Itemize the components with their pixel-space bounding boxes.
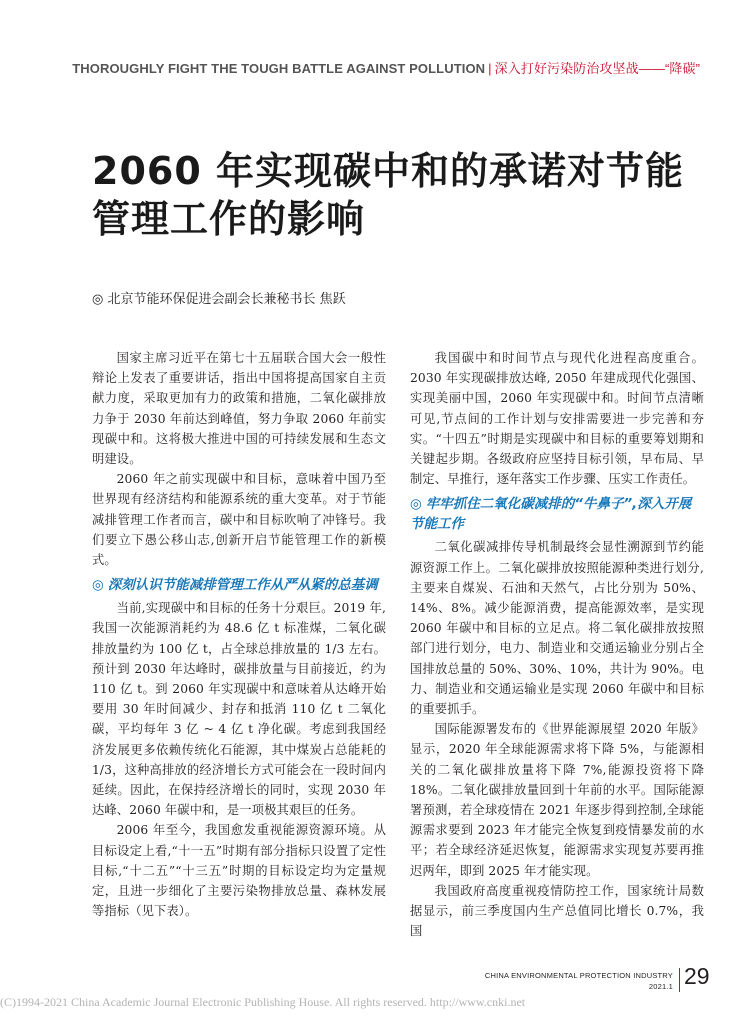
body-paragraph: 国际能源署发布的《世界能源展望 2020 年版》显示，2020 年全球能源需求将下降 5%，与能源相关的二氧化碳排放量将下降 7%,能源投资将下降 18%。二氧化碳排放量回到十年前的水平。国际能源署预测，若全球疫情在 2021 年逐步得到控制,全球能源需求要到 2023 年才能完全恢复到疫情暴发前的水平；若全球经济延迟恢复，能源需求实现复苏要再推迟两年，即到 2025 年才能实现。: [410, 722, 704, 878]
header-separator: |: [488, 61, 492, 76]
footer-divider: [679, 968, 680, 992]
journal-name: CHINA ENVIRONMENTAL PROTECTION INDUSTRY: [484, 971, 673, 980]
body-paragraph: 当前,实现碳中和目标的任务十分艰巨。2019 年,我国一次能源消耗约为 48.6 亿 t 标准煤，二氧化碳排放量约为 100 亿 t，占全球总排放量的 1/3 左右。预计到 2030 年达峰时，碳排放量与目前接近，约为 110 亿 t。到 2060 年实现碳中和意味着从达峰开始要用 30 年时间减少、封存和抵消 110 亿 t 二氧化碳，平均每年 3 亿 ~ 4 亿 t 净化碳。考虑到我国经济发展更多依赖传统化石能源，其中煤炭占总能耗的 1/3，这种高排放的经济增长方式可能会在一段时间内延续。因此，在保持经济增长的同时，实现 2030 年达峰、2060 年碳中和，是一项极其艰巨的任务。: [92, 601, 386, 818]
right-column: [410, 348, 704, 941]
section-heading-text: 深刻认识节能减排管理工作从严从紧的总基调: [107, 577, 378, 594]
body-paragraph: 我国碳中和时间节点与现代化进程高度重合。2030 年实现碳排放达峰, 2050 年建成现代化强国、实现美丽中国，2060 年实现碳中和。时间节点清晰可见,节点间的工作计划与安排需要进一步完善和夯实。“十四五”时期是实现碳中和目标的重要筹划期和关键起步期。各级政府应坚持目标引领，早布局、早制定、早推行，逐年落实工作步骤、压实工作责任。: [410, 351, 704, 487]
body-paragraph: 2060 年之前实现碳中和目标，意味着中国乃至世界现有经济结构和能源系统的重大变革。对于节能减排管理工作者而言，碳中和目标吹响了冲锋号。我们要立下愚公移山志,创新开启节能管理工作的新模式。: [92, 472, 386, 568]
left-column: [92, 348, 386, 921]
running-header: [72, 58, 700, 77]
page-number: 29: [684, 963, 710, 989]
body-paragraph: 二氧化碳减排传导机制最终会显性溯源到节约能源资源工作上。二氧化碳排放按照能源种类进行划分, 主要来自煤炭、石油和天然气，占比分别为 50%、14%、8%。减少能源消费，提高能源效率，是实现 2060 年碳中和目标的立足点。将二氧化碳排放按照部门进行划分，电力、制造业和交通运输业分别占全国排放总量的 50%、30%、10%，共计为 90%。电力、制造业和交通运输业是实现 2060 年碳中和目标的重要抓手。: [410, 540, 704, 717]
section-heading-text: 牢牢抓住二氧化碳减排的“牛鼻子”,深入开展节能工作: [410, 496, 692, 533]
section-heading: [410, 494, 704, 534]
header-chinese: 深入打好污染防治攻坚战——“降碳”: [494, 61, 700, 76]
section-marker-icon: ◎: [92, 577, 104, 594]
header-english: THOROUGHLY FIGHT THE TOUGH BATTLE AGAINST POLLUTION: [72, 61, 486, 76]
body-paragraph: 2006 年至今，我国愈发重视能源资源环境。从目标设定上看,“十一五”时期有部分指标只设置了定性目标,“十二五”“十三五”时期的目标设定均为定量规定，且进一步细化了主要污染物排放总量、森林发展等指标（见下表）。: [92, 823, 386, 919]
body-paragraph: 国家主席习近平在第七十五届联合国大会一般性辩论上发表了重要讲话，指出中国将提高国家自主贡献力度，采取更加有力的政策和措施，二氧化碳排放力争于 2030 年前达到峰值，努力争取 2060 年前实现碳中和。这将极大推进中国的可持续发展和生态文明建设。: [92, 351, 386, 467]
footer-journal: [485, 970, 673, 992]
copyright-watermark: (C)1994-2021 China Academic Journal Electronic Publishing House. All rights reserved. http://www.cnki.net: [0, 995, 526, 1009]
author-byline: ◎ 北京节能环保促进会副会长兼秘书长 焦跃: [92, 292, 346, 307]
article-title: 2060 年实现碳中和的承诺对节能管理工作的影响: [92, 149, 684, 241]
section-heading: [92, 575, 386, 595]
issue-number: 2021.1: [648, 982, 673, 991]
body-paragraph: 我国政府高度重视疫情防控工作，国家统计局数据显示，前三季度国内生产总值同比增长 0.7%，我国: [410, 883, 704, 939]
section-marker-icon: ◎: [410, 496, 422, 513]
